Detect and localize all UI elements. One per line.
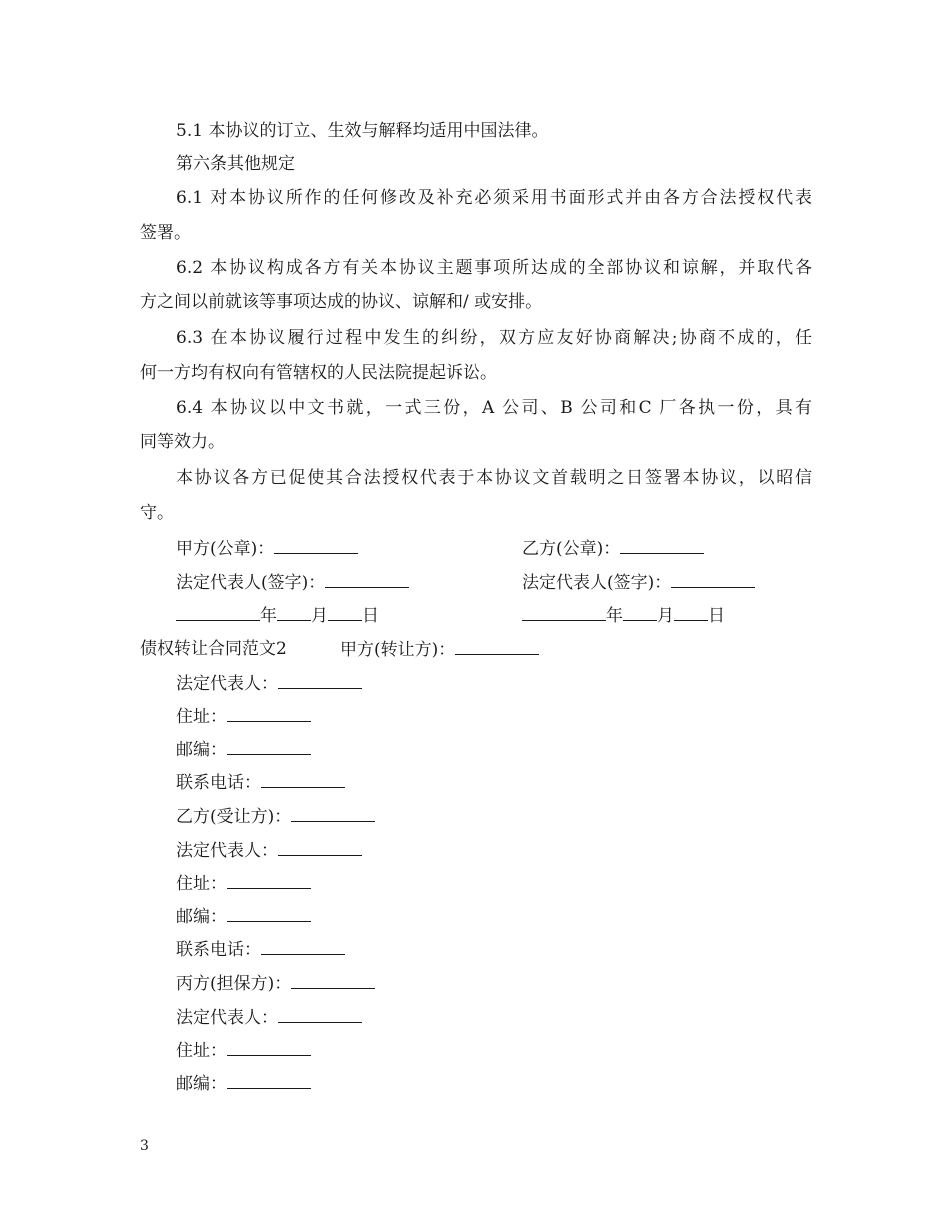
party-b-seal-blank	[620, 537, 704, 554]
closing-line1: 本协议各方已促使其合法授权代表于本协议文首载明之日签署本协议，以昭信	[176, 468, 812, 488]
day-blank	[328, 604, 362, 621]
party-c-address-field	[176, 1039, 311, 1062]
legal-rep-label: 法定代表人：	[176, 674, 278, 694]
postcode-label: 邮编：	[176, 740, 227, 760]
clause-5-1: 5.1 本协议的订立、生效与解释均适用中国法律。	[176, 121, 549, 141]
party-a-seal-label: 甲方(公章)：	[176, 539, 275, 559]
legal-rep-blank	[278, 1006, 362, 1023]
postcode-blank	[227, 905, 311, 922]
party-b-rep-blank	[671, 571, 755, 588]
phone-blank	[261, 938, 345, 955]
year-blank	[176, 604, 260, 621]
day-label: 日	[362, 606, 379, 626]
address-blank	[227, 1039, 311, 1056]
legal-rep-blank	[278, 672, 362, 689]
party-c-guarantor-field	[176, 972, 375, 995]
address-blank	[227, 872, 311, 889]
party-c-postcode-field	[176, 1072, 311, 1095]
clause-6-2-line2: 方之间以前就该等事项达成的协议、谅解和/ 或安排。	[140, 292, 543, 312]
month-blank	[623, 604, 657, 621]
party-b-seal-label: 乙方(公章)：	[522, 539, 621, 559]
party-a-rep-blank	[325, 571, 409, 588]
party-b-date-field	[522, 604, 725, 627]
party-a-rep-label: 法定代表人(签字)：	[176, 573, 326, 593]
party-a-transferor-blank	[455, 638, 539, 655]
clause-6-3-line2: 何一方均有权向有管辖权的人民法院提起诉讼。	[140, 363, 497, 383]
phone-label: 联系电话：	[176, 940, 261, 960]
party-a-postcode-field	[176, 738, 311, 761]
party-c-legal-rep-field	[176, 1006, 362, 1029]
party-b-postcode-field	[176, 905, 311, 928]
party-b-rep-field	[522, 571, 755, 594]
clause-6-4-line1: 6.4 本协议以中文书就，一式三份，A 公司、B 公司和C 厂各执一份，具有	[176, 398, 812, 418]
postcode-label: 邮编：	[176, 907, 227, 927]
party-b-transferee-field	[176, 805, 375, 828]
party-b-seal-field	[522, 537, 704, 560]
clause-6-4-line2: 同等效力。	[140, 432, 225, 452]
party-c-guarantor-label: 丙方(担保方)：	[176, 974, 292, 994]
closing-line2: 守。	[140, 503, 174, 523]
party-a-transferor-field	[340, 638, 539, 661]
clause-6-2-line1: 6.2 本协议构成各方有关本协议主题事项所达成的全部协议和谅解，并取代各	[176, 258, 812, 278]
address-label: 住址：	[176, 874, 227, 894]
year-label: 年	[260, 606, 277, 626]
party-b-transferee-label: 乙方(受让方)：	[176, 807, 292, 827]
party-c-guarantor-blank	[291, 972, 375, 989]
clause-6-3-line1: 6.3 在本协议履行过程中发生的纠纷，双方应友好协商解决;协商不成的，任	[176, 328, 812, 348]
postcode-blank	[227, 1072, 311, 1089]
page-number: 3	[140, 1138, 149, 1154]
year-label: 年	[606, 606, 623, 626]
template2-title: 债权转让合同范文2	[140, 639, 287, 659]
party-b-rep-label: 法定代表人(签字)：	[522, 573, 672, 593]
party-b-legal-rep-field	[176, 839, 362, 862]
postcode-label: 邮编：	[176, 1074, 227, 1094]
party-a-rep-field	[176, 571, 409, 594]
month-label: 月	[311, 606, 328, 626]
article-6-title: 第六条其他规定	[176, 154, 295, 174]
postcode-blank	[227, 738, 311, 755]
party-b-address-field	[176, 872, 311, 895]
legal-rep-label: 法定代表人：	[176, 1008, 278, 1028]
month-label: 月	[657, 606, 674, 626]
legal-rep-blank	[278, 839, 362, 856]
party-b-transferee-blank	[291, 805, 375, 822]
phone-label: 联系电话：	[176, 773, 261, 793]
phone-blank	[261, 771, 345, 788]
clause-6-1-line2: 签署。	[140, 223, 191, 243]
party-a-date-field	[176, 604, 379, 627]
address-label: 住址：	[176, 1041, 227, 1061]
party-b-phone-field	[176, 938, 345, 961]
address-label: 住址：	[176, 707, 227, 727]
day-blank	[674, 604, 708, 621]
party-a-seal-blank	[274, 537, 358, 554]
party-a-legal-rep-field	[176, 672, 362, 695]
clause-6-1-line1: 6.1 对本协议所作的任何修改及补充必须采用书面形式并由各方合法授权代表	[176, 188, 812, 208]
address-blank	[227, 705, 311, 722]
legal-rep-label: 法定代表人：	[176, 841, 278, 861]
party-a-transferor-label: 甲方(转让方)：	[340, 640, 456, 660]
day-label: 日	[708, 606, 725, 626]
party-a-address-field	[176, 705, 311, 728]
party-a-seal-field	[176, 537, 358, 560]
party-a-phone-field	[176, 771, 345, 794]
year-blank	[522, 604, 606, 621]
month-blank	[277, 604, 311, 621]
